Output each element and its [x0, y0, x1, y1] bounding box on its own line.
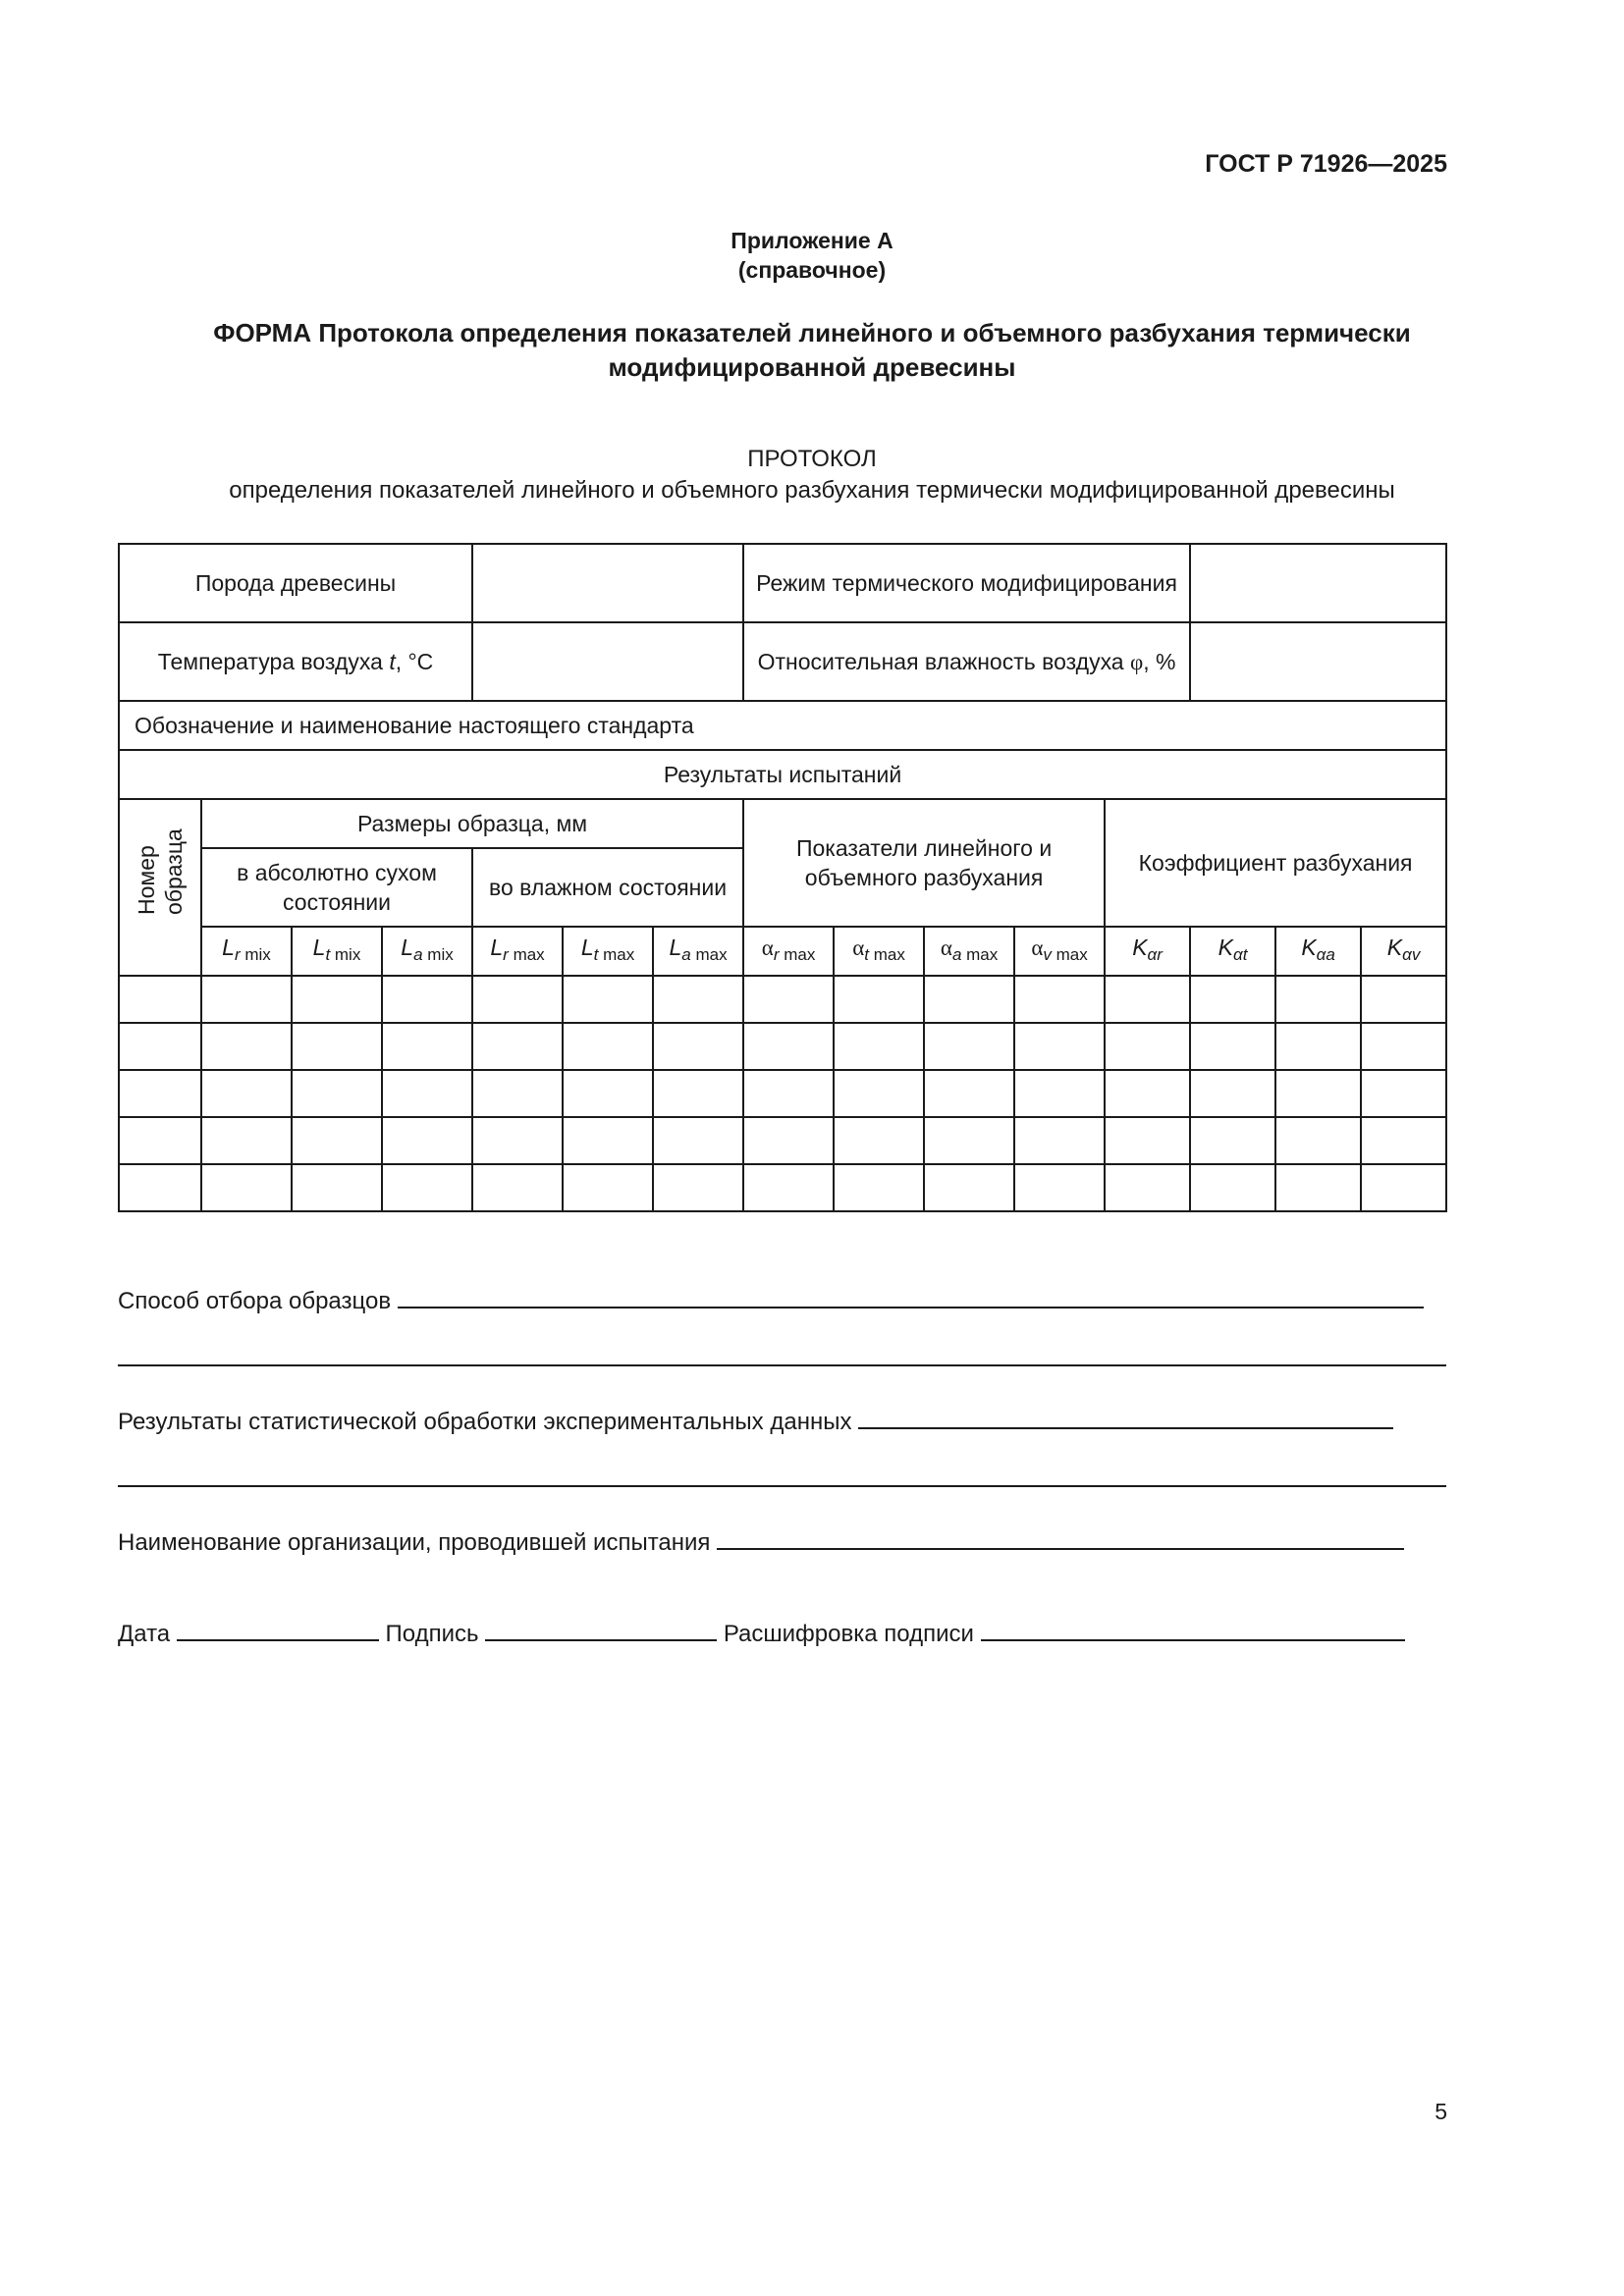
- symbol-cell: [563, 927, 653, 976]
- symbol-subscript-text: max: [869, 945, 905, 964]
- symbol-base: K: [1386, 934, 1403, 960]
- symbol-subscript: [235, 945, 271, 964]
- date-label: Дата: [118, 1621, 171, 1647]
- thermal-mode-label: Режим термического модифицирования: [743, 544, 1190, 622]
- protocol-subtitle: определения показателей линейного и объемного разбухания термически модифицированной древесины: [229, 477, 1395, 504]
- sample-number-header: [119, 799, 201, 976]
- symbol-cell: [743, 927, 834, 976]
- sampling-method-line: [118, 1285, 1424, 1315]
- data-cell[interactable]: [1014, 1023, 1105, 1070]
- symbol-subscript-text: max: [779, 945, 816, 964]
- data-cell[interactable]: [382, 976, 472, 1023]
- data-cell[interactable]: [1275, 1070, 1361, 1117]
- symbol-subscript: [774, 945, 816, 964]
- data-cell[interactable]: [563, 976, 653, 1023]
- symbol-cell: [1190, 927, 1275, 976]
- air-temp-value[interactable]: [472, 622, 743, 701]
- sample-sizes-header: Размеры образца, мм: [201, 799, 743, 848]
- data-cell[interactable]: [743, 1117, 834, 1164]
- table-row: [119, 1023, 1446, 1070]
- data-cell[interactable]: [292, 976, 382, 1023]
- symbol-subscript: [952, 945, 998, 964]
- data-cell[interactable]: [472, 1070, 563, 1117]
- results-row: Результаты испытаний: [119, 750, 1446, 799]
- humidity-label: [743, 622, 1190, 701]
- data-cell[interactable]: [472, 976, 563, 1023]
- symbol-subscript-var: a: [951, 945, 962, 964]
- data-cell[interactable]: [653, 1070, 743, 1117]
- table-row: [119, 1117, 1446, 1164]
- sampling-method-label: Способ отбора образцов: [118, 1288, 392, 1314]
- symbol-subscript: [1317, 945, 1335, 964]
- annex-note: (справочное): [737, 257, 887, 283]
- symbol-subscript-text: mix: [330, 945, 361, 964]
- symbol-subscript: [1043, 945, 1087, 964]
- data-cell[interactable]: [1275, 1117, 1361, 1164]
- symbol-cell: [1361, 927, 1446, 976]
- data-cell[interactable]: [472, 1023, 563, 1070]
- symbol-base: L: [401, 934, 414, 960]
- data-cell[interactable]: [1361, 1023, 1446, 1070]
- annex-heading: [0, 226, 1624, 285]
- symbol-cell: [382, 927, 472, 976]
- data-rows: [119, 976, 1446, 1211]
- symbol-subscript-text: mix: [240, 945, 271, 964]
- symbol-subscript-var: αa: [1316, 945, 1335, 964]
- symbol-subscript-var: r: [503, 945, 509, 964]
- swelling-coeff-header: Коэффициент разбухания: [1105, 799, 1446, 927]
- symbol-subscript-var: αr: [1147, 945, 1163, 964]
- symbol-subscript-text: max: [508, 945, 545, 964]
- symbol-base: L: [312, 934, 326, 960]
- symbol-base: L: [490, 934, 504, 960]
- data-cell[interactable]: [201, 1023, 292, 1070]
- data-cell[interactable]: [653, 1023, 743, 1070]
- symbol-subscript-var: r: [773, 945, 780, 964]
- symbol-base: α: [852, 935, 865, 960]
- symbol-base: α: [940, 935, 952, 960]
- symbol-cell: [201, 927, 292, 976]
- data-cell[interactable]: [472, 1164, 563, 1211]
- data-cell[interactable]: [292, 1070, 382, 1117]
- organization-line: [118, 1526, 1404, 1557]
- data-cell[interactable]: [743, 1023, 834, 1070]
- data-cell[interactable]: [563, 1070, 653, 1117]
- data-cell[interactable]: [1361, 1070, 1446, 1117]
- organization-label: Наименование организации, проводившей испытания: [118, 1529, 711, 1556]
- data-cell[interactable]: [1275, 1164, 1361, 1211]
- symbol-label: [222, 934, 271, 964]
- data-cell[interactable]: [382, 1023, 472, 1070]
- symbol-subscript-var: a: [681, 945, 691, 964]
- thermal-mode-value[interactable]: [1190, 544, 1446, 622]
- data-cell[interactable]: [201, 1164, 292, 1211]
- symbol-label: [940, 934, 999, 964]
- data-cell[interactable]: [743, 976, 834, 1023]
- data-cell[interactable]: [743, 1070, 834, 1117]
- symbol-base: α: [761, 935, 774, 960]
- symbol-cell: [1105, 927, 1190, 976]
- humidity-value[interactable]: [1190, 622, 1446, 701]
- stat-results-label: Результаты статистической обработки экспериментальных данных: [118, 1409, 852, 1435]
- data-cell[interactable]: [563, 1164, 653, 1211]
- data-cell[interactable]: [292, 1117, 382, 1164]
- sample-number-label: Номер образца: [134, 828, 187, 915]
- data-cell[interactable]: [1190, 1117, 1275, 1164]
- symbol-subscript: [413, 945, 454, 964]
- date-input[interactable]: [177, 1618, 379, 1641]
- air-temp-prefix: Температура воздуха: [157, 649, 390, 674]
- symbol-label: [1132, 934, 1163, 964]
- data-cell[interactable]: [119, 976, 201, 1023]
- symbol-subscript-var: t: [864, 945, 870, 964]
- symbol-cell: [1014, 927, 1105, 976]
- data-cell[interactable]: [1190, 1023, 1275, 1070]
- symbol-subscript: [325, 945, 360, 964]
- data-cell[interactable]: [1105, 976, 1190, 1023]
- symbol-label: [1031, 934, 1088, 964]
- data-cell[interactable]: [1190, 976, 1275, 1023]
- symbol-subscript: [1148, 945, 1163, 964]
- annex-title: Приложение А: [731, 228, 893, 253]
- data-cell[interactable]: [924, 976, 1014, 1023]
- stat-results-rule[interactable]: [118, 1485, 1446, 1487]
- data-cell[interactable]: [1014, 1164, 1105, 1211]
- standard-row: Обозначение и наименование настоящего стандарта: [119, 701, 1446, 750]
- data-cell[interactable]: [743, 1164, 834, 1211]
- data-cell[interactable]: [472, 1117, 563, 1164]
- symbol-label: [669, 934, 728, 964]
- data-cell[interactable]: [924, 1117, 1014, 1164]
- protocol-title: ПРОТОКОЛ: [747, 446, 877, 472]
- data-cell[interactable]: [924, 1023, 1014, 1070]
- symbol-base: L: [580, 934, 594, 960]
- symbol-subscript: [594, 945, 635, 964]
- symbol-base: L: [669, 934, 682, 960]
- wet-state-header: во влажном состоянии: [472, 848, 743, 927]
- data-cell[interactable]: [1105, 1164, 1190, 1211]
- table-row: [119, 976, 1446, 1023]
- symbol-label: [761, 934, 816, 964]
- symbol-cell: [292, 927, 382, 976]
- humidity-var: φ: [1130, 649, 1144, 674]
- humidity-prefix: Относительная влажность воздуха: [757, 648, 1130, 674]
- page-number: 5: [1435, 2099, 1447, 2124]
- data-cell[interactable]: [653, 976, 743, 1023]
- symbol-label: [852, 934, 905, 964]
- air-temp-var: t: [389, 649, 396, 674]
- air-temp-label: [119, 622, 472, 701]
- data-cell[interactable]: [382, 1070, 472, 1117]
- symbol-cell: [834, 927, 924, 976]
- data-cell[interactable]: [119, 1117, 201, 1164]
- symbol-subscript-var: αv: [1402, 945, 1421, 964]
- data-cell[interactable]: [563, 1023, 653, 1070]
- data-cell[interactable]: [834, 1117, 924, 1164]
- dry-state-header: в абсолютно сухом состоянии: [201, 848, 472, 927]
- data-cell[interactable]: [119, 1070, 201, 1117]
- data-cell[interactable]: [1190, 1164, 1275, 1211]
- data-cell[interactable]: [1361, 1164, 1446, 1211]
- signature-label: Подпись: [385, 1621, 479, 1647]
- data-cell[interactable]: [1275, 1023, 1361, 1070]
- wood-species-value[interactable]: [472, 544, 743, 622]
- sampling-method-input[interactable]: [398, 1285, 1424, 1308]
- data-cell[interactable]: [834, 1070, 924, 1117]
- air-temp-suffix: , °С: [395, 649, 434, 674]
- data-cell[interactable]: [201, 976, 292, 1023]
- symbol-base: K: [1218, 934, 1234, 960]
- signature-decode-label: Расшифровка подписи: [723, 1621, 974, 1647]
- symbol-label: [312, 934, 361, 964]
- symbol-base: K: [1301, 934, 1317, 960]
- data-cell[interactable]: [1105, 1117, 1190, 1164]
- symbol-subscript-text: max: [598, 945, 635, 964]
- data-cell[interactable]: [382, 1117, 472, 1164]
- symbol-subscript-var: a: [413, 945, 423, 964]
- symbol-label: [580, 934, 635, 964]
- signature-input[interactable]: [485, 1618, 717, 1641]
- symbol-subscript-text: mix: [422, 945, 454, 964]
- symbol-base: K: [1132, 934, 1148, 960]
- signature-line: [118, 1618, 1405, 1648]
- data-cell[interactable]: [834, 1164, 924, 1211]
- data-cell[interactable]: [834, 1023, 924, 1070]
- sampling-method-rule[interactable]: [118, 1364, 1446, 1366]
- data-cell[interactable]: [119, 1023, 201, 1070]
- data-cell[interactable]: [563, 1117, 653, 1164]
- symbol-subscript-var: αt: [1233, 945, 1248, 964]
- symbol-cell: [1275, 927, 1361, 976]
- protocol-heading: [0, 444, 1624, 507]
- symbol-label: [1386, 934, 1421, 964]
- data-cell[interactable]: [1105, 1070, 1190, 1117]
- symbol-cell: [924, 927, 1014, 976]
- symbol-label: [490, 934, 545, 964]
- organization-input[interactable]: [717, 1526, 1404, 1550]
- symbol-subscript-var: t: [593, 945, 599, 964]
- data-cell[interactable]: [201, 1117, 292, 1164]
- data-cell[interactable]: [1190, 1070, 1275, 1117]
- data-cell[interactable]: [382, 1164, 472, 1211]
- data-cell[interactable]: [1361, 1117, 1446, 1164]
- symbol-subscript-text: max: [1051, 945, 1088, 964]
- data-cell[interactable]: [653, 1164, 743, 1211]
- data-cell[interactable]: [1014, 1070, 1105, 1117]
- symbol-subscript: [681, 945, 727, 964]
- symbol-subscript-text: max: [961, 945, 999, 964]
- symbol-subscript: [1402, 945, 1420, 964]
- humidity-suffix: , %: [1143, 648, 1176, 674]
- symbol-subscript-var: t: [325, 945, 331, 964]
- stat-results-line: [118, 1406, 1393, 1436]
- symbol-row: [119, 927, 1446, 976]
- data-cell[interactable]: [292, 1023, 382, 1070]
- form-title: ФОРМА Протокола определения показателей линейного и объемного разбухания термически модифицированной древесины: [213, 318, 1411, 382]
- data-cell[interactable]: [1275, 976, 1361, 1023]
- symbol-subscript: [503, 945, 545, 964]
- data-cell[interactable]: [292, 1164, 382, 1211]
- symbol-base: L: [222, 934, 235, 960]
- data-cell[interactable]: [1361, 976, 1446, 1023]
- symbol-subscript-var: r: [234, 945, 241, 964]
- document-id: ГОСТ Р 71926—2025: [1205, 150, 1447, 178]
- data-cell[interactable]: [924, 1070, 1014, 1117]
- symbol-cell: [653, 927, 743, 976]
- symbol-subscript: [864, 945, 905, 964]
- symbol-subscript-text: max: [690, 945, 728, 964]
- data-cell[interactable]: [834, 976, 924, 1023]
- symbol-base: α: [1031, 935, 1044, 960]
- symbol-label: [1218, 934, 1248, 964]
- data-cell[interactable]: [201, 1070, 292, 1117]
- swelling-indicators-header: Показатели линейного и объемного разбухания: [743, 799, 1105, 927]
- symbol-label: [1301, 934, 1335, 964]
- symbol-label: [401, 934, 454, 964]
- protocol-table: [118, 543, 1447, 1212]
- wood-species-label: Порода древесины: [119, 544, 472, 622]
- signature-decode-input[interactable]: [981, 1618, 1405, 1641]
- data-cell[interactable]: [1014, 976, 1105, 1023]
- data-cell[interactable]: [653, 1117, 743, 1164]
- data-cell[interactable]: [1105, 1023, 1190, 1070]
- table-row: [119, 1070, 1446, 1117]
- table-row: [119, 1164, 1446, 1211]
- data-cell[interactable]: [1014, 1117, 1105, 1164]
- data-cell[interactable]: [924, 1164, 1014, 1211]
- symbol-subscript: [1233, 945, 1247, 964]
- symbol-cell: [472, 927, 563, 976]
- symbol-subscript-var: v: [1043, 945, 1052, 964]
- stat-results-input[interactable]: [858, 1406, 1393, 1429]
- data-cell[interactable]: [119, 1164, 201, 1211]
